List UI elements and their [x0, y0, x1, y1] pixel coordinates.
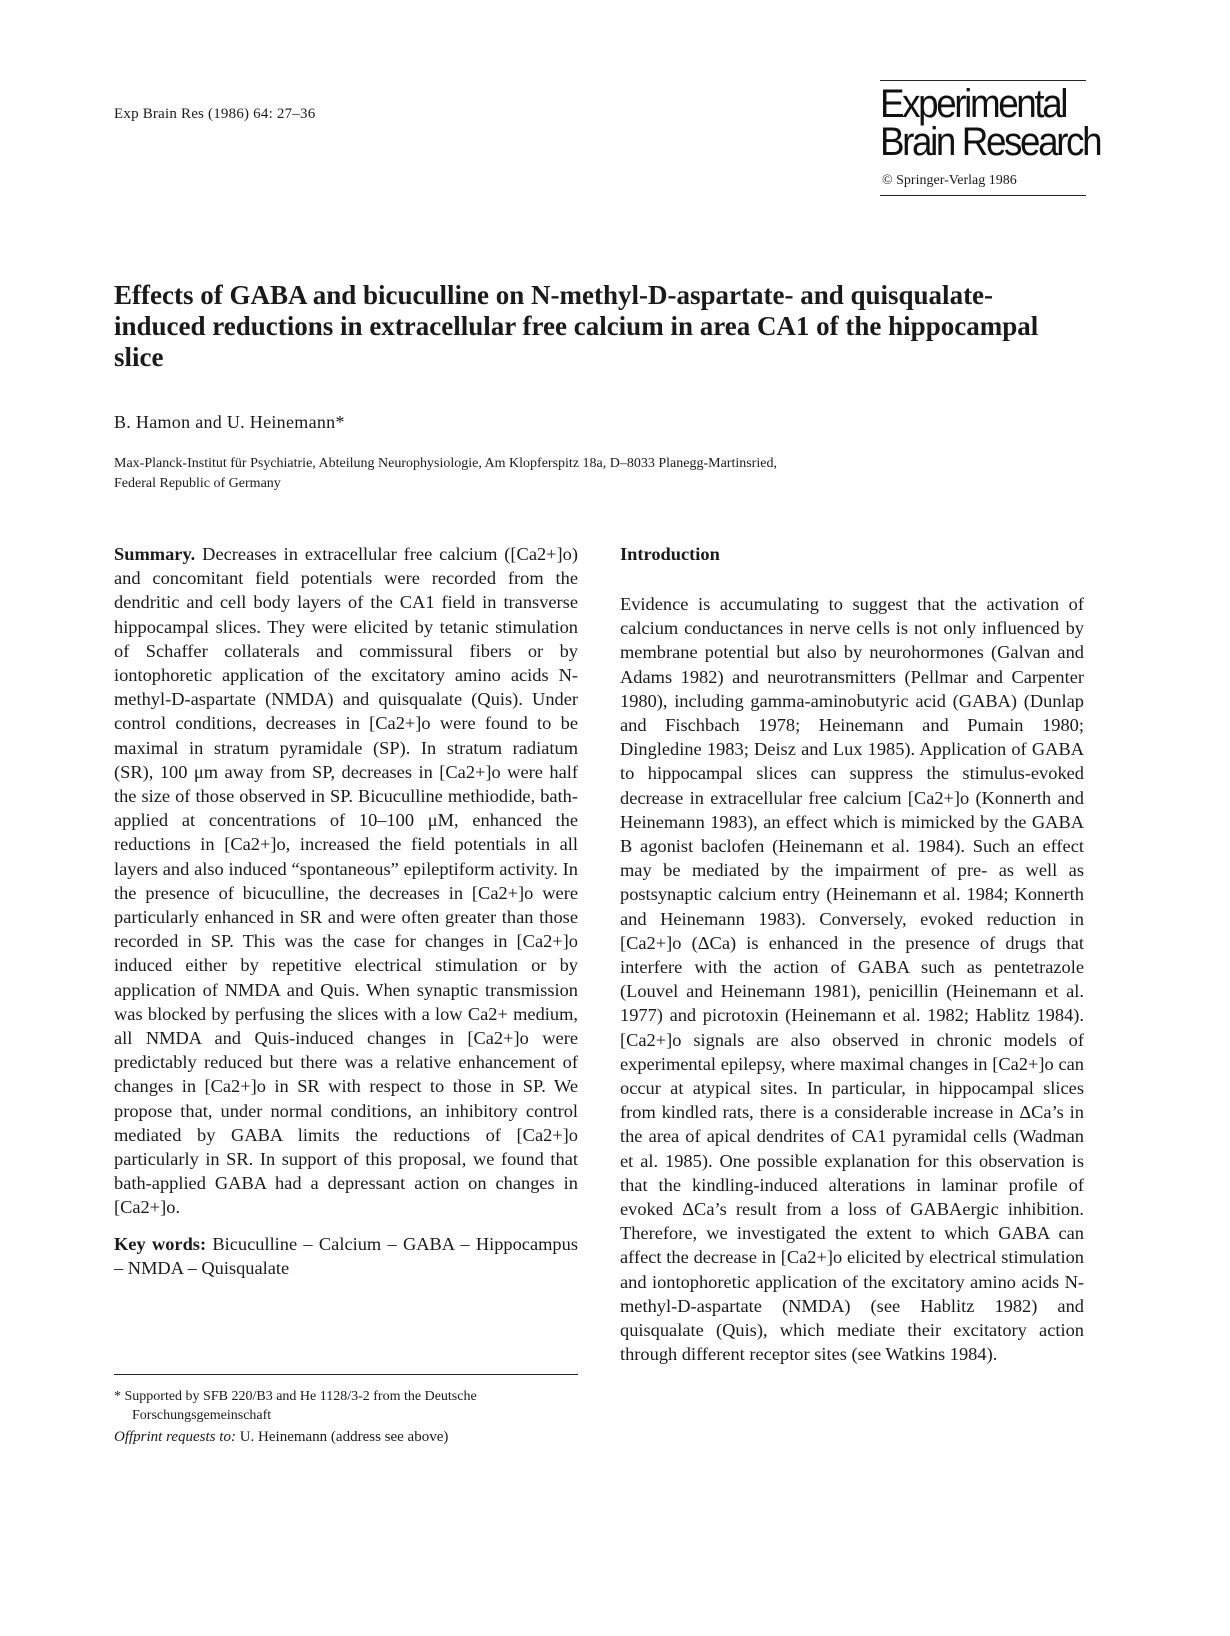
article-authors: B. Hamon and U. Heinemann* [114, 412, 345, 432]
offprint-text: U. Heinemann (address see above) [239, 1429, 449, 1445]
journal-logo-line2: Brain Research [880, 120, 1101, 164]
article-title: Effects of GABA and bicuculline on N-methyl-D-aspartate- and quisqualate-induced reductions in extracellular free calcium in area CA1 of the hippocampal slice [114, 280, 1039, 372]
offprint-note [114, 1427, 578, 1447]
masthead-bottom-rule [880, 195, 1086, 196]
footnote-rule [114, 1374, 578, 1375]
introduction-text: Evidence is accumulating to suggest that the activation of calcium conductances in nerve cells is not only influenced by membrane potential but also by neurohormones (Galvan and Adams 1982) and neurotransmitters (Pellmar and Carpenter 1980), including gamma-aminobutyric acid (GABA) (Dunlap and Fischbach 1978; Heinemann and Pumain 1980; Dingledine 1983; Deisz and Lux 1985). Application of GABA to hippocampal slices can suppress the stimulus-evoked decrease in extracellular free calcium [Ca2+]o (Konnerth and Heinemann 1983), an effect which is mimicked by the GABA B agonist baclofen (Heinemann et al. 1984). Such an effect may be mediated by the impairment of pre- as well as postsynaptic calcium entry (Heinemann et al. 1984; Konnerth and Heinemann 1983). Conversely, evoked reduction in [Ca2+]o (ΔCa) is enhanced in the presence of drugs that interfere with the action of GABA such as pentetrazole (Louvel and Heinemann 1981), penicillin (Heinemann et al. 1977) and picrotoxin (Heinemann et al. 1982; Hablitz 1984). [Ca2+]o signals are also observed in chronic models of experimental epilepsy, where maximal changes in [Ca2+]o can occur at atypical sites. In particular, in hippocampal slices from kindled rats, there is a considerable increase in ΔCa’s in the area of apical dendrites of CA1 pyramidal cells (Wadman et al. 1985). One possible explanation for this observation is that the kindling-induced alterations in laminar profile of evoked ΔCa’s result from a loss of GABAergic inhibition. Therefore, we investigated the extent to which GABA can affect the decrease in [Ca2+]o elicited by electrical stimulation and iontophoretic application of the excitatory amino acids N-methyl-D-aspartate (NMDA) (see Hablitz 1982) and quisqualate (Quis), which mediate their excitatory action through different receptor sites (see Watkins 1984). [620, 594, 1084, 1365]
author-affiliation [114, 454, 1074, 494]
journal-masthead [880, 80, 1101, 196]
summary-paragraph [114, 542, 578, 1220]
right-column [620, 542, 1084, 1367]
keywords-label: Key words: [114, 1233, 207, 1254]
journal-citation: Exp Brain Res (1986) 64: 27–36 [114, 106, 316, 122]
footnotes [114, 1374, 578, 1447]
masthead-top-rule [880, 80, 1086, 81]
copyright-notice: © Springer-Verlag 1986 [882, 173, 1017, 188]
journal-logo-line1: Experimental [880, 82, 1067, 126]
summary-heading: Summary. [114, 544, 196, 564]
summary-text: Decreases in extracellular free calcium ([Ca2+]o) and concomitant field potentials were recorded from the dendritic and cell body layers of the CA1 field in transverse hippocampal slices. They were elicited by tetanic stimulation of Schaffer collaterals and commissural fibers or by iontophoretic application of the excitatory amino acids N-methyl-D-aspartate (NMDA) and quisqualate (Quis). Under control conditions, decreases in [Ca2+]o were found to be maximal in stratum pyramidale (SP). In stratum radiatum (SR), 100 μm away from SP, decreases in [Ca2+]o were half the size of those observed in SP. Bicuculline methiodide, bath-applied at concentrations of 10–100 μM, enhanced the reductions in [Ca2+]o, increased the field potentials in all layers and also induced “spontaneous” epileptiform activity. In the presence of bicuculline, the decreases in [Ca2+]o were particularly enhanced in SR and were often greater than those recorded in SP. This was the case for changes in [Ca2+]o induced either by repetitive electrical stimulation or by application of NMDA and Quis. When synaptic transmission was blocked by perfusing the slices with a low Ca2+ medium, all NMDA and Quis-induced changes in [Ca2+]o were predictably reduced but there was a relative enhancement of changes in [Ca2+]o in SR with respect to those in SP. We propose that, under normal conditions, an inhibitory control mediated by GABA limits the reductions of [Ca2+]o particularly in SR. In support of this proposal, we found that bath-applied GABA had a depressant action on changes in [Ca2+]o. [114, 544, 578, 1218]
left-column [114, 542, 578, 1280]
keywords-text: Bicuculline – Calcium – GABA – Hippocampus – NMDA – Quisqualate [114, 1233, 578, 1278]
affiliation-line-1: Max-Planck-Institut für Psychiatrie, Abteilung Neurophysiologie, Am Klopferspitz 18a, D–8033 Planegg-Martinsried, [114, 456, 777, 471]
offprint-label: Offprint requests to: [114, 1429, 236, 1445]
funding-footnote: * Supported by SFB 220/B3 and He 1128/3-2 from the Deutsche Forschungsgemeinschaft [114, 1389, 477, 1423]
introduction-heading: Introduction [620, 544, 720, 564]
keywords-paragraph [114, 1232, 578, 1280]
affiliation-line-2: Federal Republic of Germany [114, 476, 281, 491]
